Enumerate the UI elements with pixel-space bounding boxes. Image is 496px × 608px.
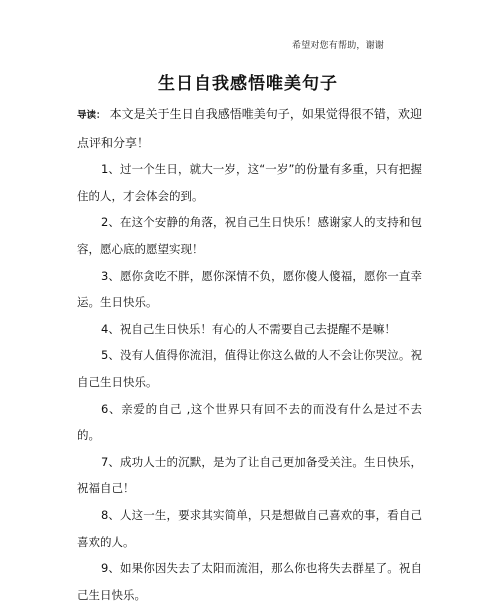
list-item: 2、在这个安静的角落，祝自己生日快乐！感谢家人的支持和包容，愿心底的愿望实现！ [77,215,422,256]
list-item: 5、没有人值得你流泪，值得让你这么做的人不会让你哭泣。祝自己生日快乐。 [77,348,422,389]
list-item: 6、亲爱的自己 ,这个世界只有回不去的而没有什么是过不去的。 [77,401,422,443]
header-note: 希望对您有帮助，谢谢 [292,41,385,51]
list-item: 3、愿你贪吃不胖，愿你深情不负，愿你傻人傻福，愿你一直幸运。生日快乐。 [77,268,422,310]
page-title: 生日自我感悟唯美句子 [158,74,338,94]
article-body [77,101,422,608]
intro-paragraph [77,101,422,156]
intro-label: 导读： [77,110,106,121]
list-item: 9、如果你因失去了太阳而流泪，那么你也将失去群星了。祝自己生日快乐。 [77,561,422,602]
list-item: 7、成功人士的沉默，是为了让自己更加备受关注。生日快乐，祝福自己！ [77,454,422,496]
intro-text: 本文是关于生日自我感悟唯美句子，如果觉得很不错，欢迎点评和分享！ [77,107,422,150]
list-item: 1、过一个生日，就大一岁，这“一岁”的份量有多重，只有把握住的人，才会体会的到。 [77,162,422,203]
list-item: 4、祝自己生日快乐！有心的人不需要自己去提醒不是嘛！ [101,321,396,336]
list-item: 8、人这一生，要求其实简单，只是想做自己喜欢的事，看自己喜欢的人。 [77,507,422,549]
